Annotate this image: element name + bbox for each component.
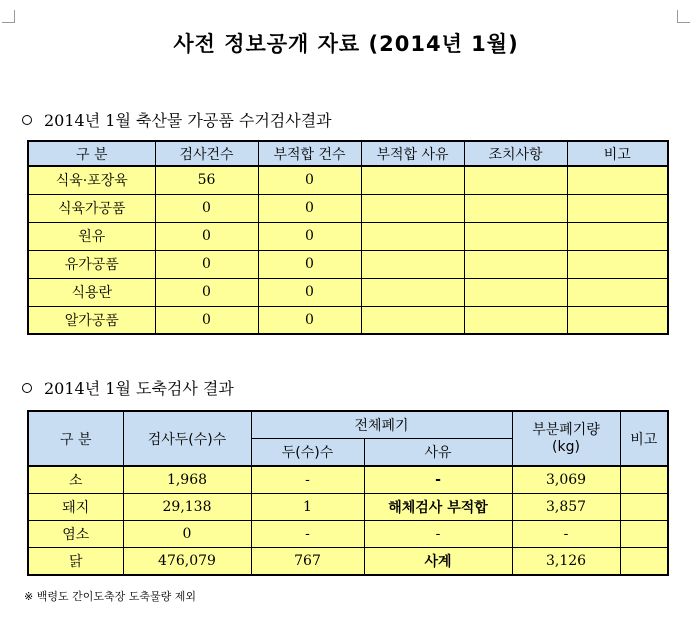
page-title: 사전 정보공개 자료 (2014년 1월) <box>173 32 519 56</box>
cell-category: 소 <box>28 466 123 494</box>
bullet-circle-icon <box>22 383 32 393</box>
table-row <box>28 166 668 194</box>
cell-reason <box>361 166 464 194</box>
cell-inspections: 0 <box>155 250 258 278</box>
table-row <box>28 306 668 334</box>
section1-heading <box>22 108 332 131</box>
cell-partial: 3,069 <box>512 466 620 494</box>
cell-action <box>464 278 567 306</box>
cell-category: 유가공품 <box>28 250 155 278</box>
col-disposal-reason: 사유 <box>364 439 512 467</box>
cell-heads: 767 <box>251 548 364 576</box>
cell-note <box>567 166 668 194</box>
cell-note <box>567 306 668 334</box>
col-nonconforming: 부적합 건수 <box>258 141 361 166</box>
cell-category: 원유 <box>28 222 155 250</box>
table-row <box>28 466 668 494</box>
cell-inspected: 476,079 <box>123 548 251 576</box>
cell-note <box>567 278 668 306</box>
section2-heading <box>22 376 234 399</box>
cell-partial: - <box>512 521 620 548</box>
col-note: 비고 <box>567 141 668 166</box>
cell-note <box>620 466 668 494</box>
col-reason: 부적합 사유 <box>361 141 464 166</box>
inspection-results-table <box>27 140 669 335</box>
col-inspections: 검사건수 <box>155 141 258 166</box>
cell-nonconforming: 0 <box>258 166 361 194</box>
cell-heads: - <box>251 466 364 494</box>
section1-heading-text: 2014년 1월 축산물 가공품 수거검사결과 <box>44 111 332 130</box>
page-corner-mark-right <box>677 10 690 23</box>
cell-nonconforming: 0 <box>258 278 361 306</box>
cell-category: 알가공품 <box>28 306 155 334</box>
cell-note <box>620 548 668 576</box>
cell-partial: 3,857 <box>512 494 620 521</box>
cell-inspections: 0 <box>155 194 258 222</box>
table-header-row <box>28 411 668 439</box>
col-action: 조치사항 <box>464 141 567 166</box>
bullet-circle-icon <box>22 115 32 125</box>
cell-action <box>464 250 567 278</box>
cell-category: 식육·포장육 <box>28 166 155 194</box>
cell-nonconforming: 0 <box>258 250 361 278</box>
col-category: 구 분 <box>28 141 155 166</box>
cell-inspected: 0 <box>123 521 251 548</box>
cell-category: 식용란 <box>28 278 155 306</box>
cell-category: 염소 <box>28 521 123 548</box>
table-header-row <box>28 141 668 166</box>
cell-inspections: 0 <box>155 278 258 306</box>
col-note: 비고 <box>620 411 668 466</box>
cell-note <box>567 222 668 250</box>
cell-heads: - <box>251 521 364 548</box>
cell-reason: - <box>364 466 512 494</box>
cell-action <box>464 194 567 222</box>
cell-reason <box>361 222 464 250</box>
col-partial-disposal: 부분폐기량 (kg) <box>512 411 620 466</box>
cell-action <box>464 166 567 194</box>
footnote: ※ 백령도 간이도축장 도축물량 제외 <box>24 590 196 603</box>
cell-inspected: 1,968 <box>123 466 251 494</box>
cell-reason <box>361 306 464 334</box>
table-row <box>28 494 668 521</box>
cell-heads: 1 <box>251 494 364 521</box>
cell-note <box>567 194 668 222</box>
table-row <box>28 250 668 278</box>
table-row <box>28 548 668 576</box>
cell-note <box>620 494 668 521</box>
cell-partial: 3,126 <box>512 548 620 576</box>
cell-inspections: 0 <box>155 306 258 334</box>
table-row <box>28 521 668 548</box>
cell-inspections: 0 <box>155 222 258 250</box>
table-row <box>28 278 668 306</box>
cell-note <box>567 250 668 278</box>
page-corner-mark-left <box>2 10 15 23</box>
cell-reason: 해체검사 부적합 <box>364 494 512 521</box>
cell-inspected: 29,138 <box>123 494 251 521</box>
cell-nonconforming: 0 <box>258 306 361 334</box>
cell-action <box>464 222 567 250</box>
col-disposal-heads: 두(수)수 <box>251 439 364 467</box>
slaughter-inspection-table <box>27 410 669 576</box>
cell-category: 닭 <box>28 548 123 576</box>
cell-inspections: 56 <box>155 166 258 194</box>
col-category: 구 분 <box>28 411 123 466</box>
cell-reason <box>361 194 464 222</box>
cell-category: 식육가공품 <box>28 194 155 222</box>
cell-action <box>464 306 567 334</box>
section2-heading-text: 2014년 1월 도축검사 결과 <box>44 379 234 398</box>
cell-reason: - <box>364 521 512 548</box>
cell-nonconforming: 0 <box>258 222 361 250</box>
cell-nonconforming: 0 <box>258 194 361 222</box>
cell-category: 돼지 <box>28 494 123 521</box>
cell-reason: 사계 <box>364 548 512 576</box>
col-total-disposal: 전체폐기 <box>251 411 512 439</box>
table-row <box>28 222 668 250</box>
cell-note <box>620 521 668 548</box>
col-inspected-heads: 검사두(수)수 <box>123 411 251 466</box>
table-row <box>28 194 668 222</box>
cell-reason <box>361 278 464 306</box>
cell-reason <box>361 250 464 278</box>
